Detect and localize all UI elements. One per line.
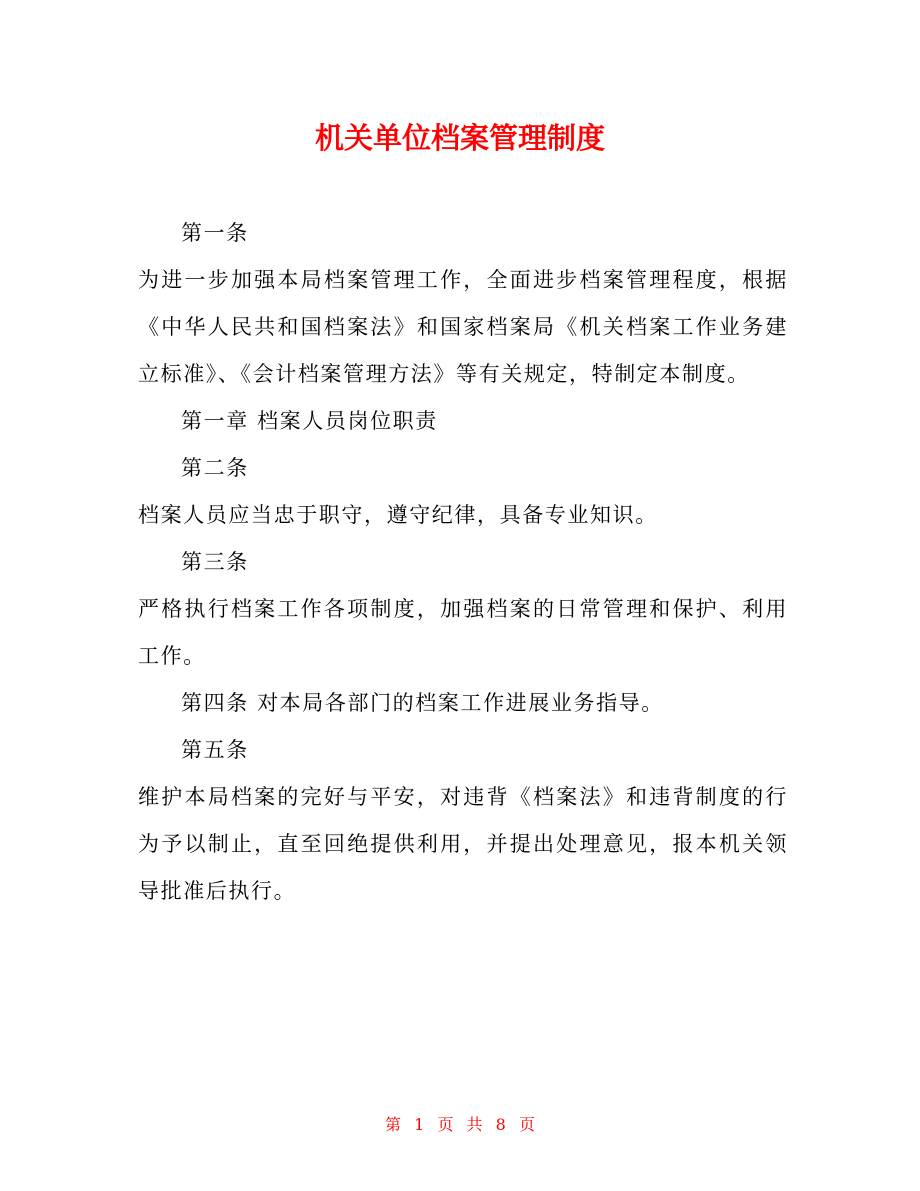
footer-page-word: 页 bbox=[437, 1115, 454, 1134]
article-5-heading: 第五条 bbox=[181, 738, 249, 762]
footer-total-pages: 8 bbox=[495, 1115, 506, 1134]
footer-total-word: 共 bbox=[466, 1115, 483, 1134]
article-1-text: 为进一步加强本局档案管理工作，全面进步档案管理程度，根据《中华人民共和国档案法》和国家档案局《机关档案工作业务建立标准》、《会计档案管理方法》等有关规定，特制定本制度。 bbox=[138, 268, 788, 386]
article-3-text: 严格执行档案工作各项制度，加强档案的日常管理和保护、利用工作。 bbox=[138, 597, 788, 668]
article-5-text: 维护本局档案的完好与平安，对违背《档案法》和违背制度的行为予以制止，直至回绝提供利用，并提出处理意见，报本机关领导批准后执行。 bbox=[138, 785, 788, 903]
chapter-1-heading: 第一章 档案人员岗位职责 bbox=[181, 409, 438, 433]
footer-suffix: 页 bbox=[518, 1115, 535, 1134]
footer-current-page: 1 bbox=[414, 1115, 425, 1134]
article-2-text: 档案人员应当忠于职守，遵守纪律，具备专业知识。 bbox=[138, 503, 658, 527]
article-2-heading: 第二条 bbox=[181, 456, 249, 480]
article-4-text: 第四条 对本局各部门的档案工作进展业务指导。 bbox=[181, 691, 664, 715]
document-title: 机关单位档案管理制度 bbox=[314, 121, 605, 155]
document-body bbox=[138, 210, 788, 915]
footer-prefix: 第 bbox=[385, 1115, 402, 1134]
page-footer bbox=[0, 1113, 920, 1137]
article-1-heading: 第一条 bbox=[181, 221, 249, 245]
article-3-heading: 第三条 bbox=[181, 550, 249, 574]
